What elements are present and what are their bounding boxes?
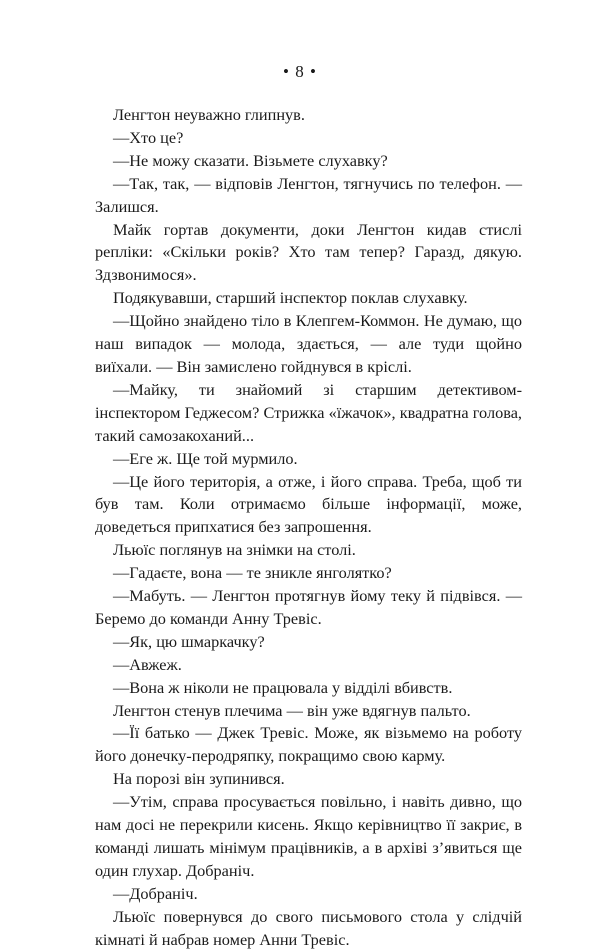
paragraph: Ленгтон неуважно глипнув. — [113, 105, 305, 124]
paragraph: —Це його територія, а отже, і його справа. Треба, щоб ти був там. Коли отримаємо більше інформації, може, доведеться припхатися без запрошення. — [95, 471, 522, 537]
paragraph: Льюїс поглянув на знімки на столі. — [113, 540, 356, 560]
paragraph: —Майку, ти знайомий зі старшим детективом-інспектором Геджесом? Стрижка «їжачок», квадратна голова, такий самозакоханий... — [95, 379, 522, 445]
paragraph: —Так, так, — відповів Ленгтон, тягнучись по телефон. — Залишся. — [95, 173, 522, 216]
paragraph: —Як, цю шмаркачку? — [113, 631, 265, 651]
paragraph: —Вона ж ніколи не працювала у відділі вбивств. — [113, 677, 453, 697]
body-text — [95, 104, 522, 952]
paragraph: —Утім, справа просувається повільно, і навіть дивно, що нам досі не перекрили кисень. Якщо керівництво її закриє, в команді лишать мінімум працівників, а в архіві з’явиться ще один глухар. Добраніч. — [95, 792, 522, 880]
paragraph: —Хто це? — [113, 127, 184, 147]
paragraph: Подякувавши, старший інспектор поклав слухавку. — [113, 288, 468, 308]
paragraph: —Її батько — Джек Тревіс. Може, як візьмемо на роботу його донечку-перодряпку, покращимо свою карму. — [95, 723, 522, 766]
paragraph: —Мабуть. — Ленгтон протягнув йому теку й підвівся. — Беремо до команди Анну Тревіс. — [95, 586, 522, 628]
paragraph: Ленгтон стенув плечима — він уже вдягнув пальто. — [113, 700, 471, 720]
paragraph: —Еге ж. Ще той мурмило. — [113, 448, 298, 468]
paragraph: Майк гортав документи, доки Ленгтон кидав стислі репліки: «Скільки років? Хто там тепер? Гаразд, дякую. Здзвонимося». — [95, 219, 522, 285]
paragraph: —Гадаєте, вона — те зникле янголятко? — [113, 563, 392, 583]
paragraph: —Добраніч. — [113, 883, 198, 903]
paragraph: На порозі він зупинився. — [113, 769, 285, 789]
paragraph: —Не можу сказати. Візьмете слухавку? — [113, 150, 388, 170]
page-number: • 8 • — [283, 62, 317, 81]
paragraph: —Щойно знайдено тіло в Клепгем-Коммон. Не думаю, що наш випадок — молода, здається, — але туди щойно виїхали. — Він замислено гойднувся в кріслі. — [95, 311, 522, 376]
paragraph: Льюїс повернувся до свого письмового стола у слідчій кімнаті й набрав номер Анни Тревіс. — [95, 906, 522, 949]
paragraph: —Авжеж. — [113, 654, 182, 674]
